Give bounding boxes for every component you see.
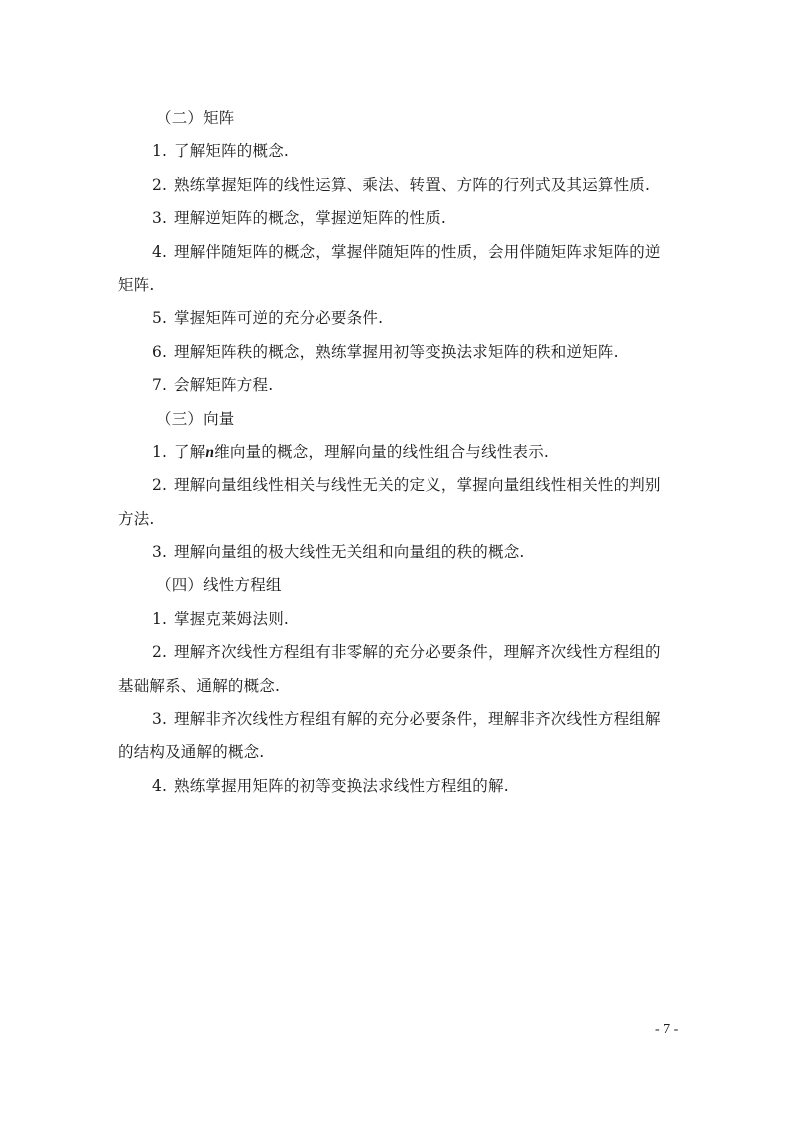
item-number: 5. [152,309,168,328]
item-text: 熟练掌握用矩阵的初等变换法求线性方程组的解. [174,776,509,795]
list-item [118,607,698,631]
item-text: 理解向量组的极大线性无关组和向量组的秩的概念. [174,543,525,562]
item-number: 2. [152,643,168,662]
item-text-prefix: 了解 [174,442,206,461]
list-item [118,240,698,264]
item-text: 了解矩阵的概念. [174,142,290,161]
item-number: 4. [152,776,168,795]
list-item [118,473,698,497]
item-text: 会解矩阵方程. [174,376,274,395]
page-number: - 7 - [655,1022,679,1037]
list-item [118,707,698,731]
item-text-continuation: 矩阵. [118,275,155,294]
item-number: 4. [152,242,168,261]
section-heading-vector: （三）向量 [156,409,235,428]
item-text: 理解非齐次线性方程组有解的充分必要条件，理解非齐次线性方程组解 [174,710,661,729]
item-text: 理解向量组线性相关与线性无关的定义，掌握向量组线性相关性的判别 [174,476,661,495]
item-number: 3. [152,543,168,562]
list-item [118,306,698,330]
list-item [118,373,698,397]
item-text: 掌握克莱姆法则. [174,609,290,628]
item-text-continuation: 方法. [118,509,155,528]
list-item [118,540,698,564]
list-item [118,139,698,163]
item-text: 理解矩阵秩的概念，熟练掌握用初等变换法求矩阵的秩和逆矩阵. [174,342,619,361]
item-text-suffix: 维向量的概念，理解向量的线性组合与线性表示. [214,442,550,461]
item-number: 1. [152,442,168,461]
item-number: 3. [152,209,168,228]
item-number: 6. [152,342,168,361]
list-item [118,440,698,464]
list-item [118,206,698,230]
item-number: 2. [152,175,168,194]
list-item [118,774,698,798]
item-text: 熟练掌握矩阵的线性运算、乘法、转置、方阵的行列式及其运算性质. [174,175,651,194]
list-item [118,173,698,197]
item-text: 理解齐次线性方程组有非零解的充分必要条件，理解齐次线性方程组的 [174,643,661,662]
item-number: 1. [152,142,168,161]
item-text-continuation: 基础解系、通解的概念. [118,676,281,695]
document-body [118,106,698,807]
item-text-continuation: 的结构及通解的概念. [118,743,265,762]
item-number: 3. [152,710,168,729]
item-number: 1. [152,609,168,628]
item-text: 掌握矩阵可逆的充分必要条件. [174,309,384,328]
item-text: 理解伴随矩阵的概念，掌握伴随矩阵的性质，会用伴随矩阵求矩阵的逆 [174,242,661,261]
section-heading-linear-systems: （四）线性方程组 [156,576,282,595]
math-variable-n: n [205,443,215,461]
item-number: 7. [152,376,168,395]
list-item [118,640,698,664]
item-text: 理解逆矩阵的概念，掌握逆矩阵的性质. [174,209,447,228]
section-heading-matrix: （二）矩阵 [156,109,235,127]
item-number: 2. [152,476,168,495]
list-item [118,340,698,364]
